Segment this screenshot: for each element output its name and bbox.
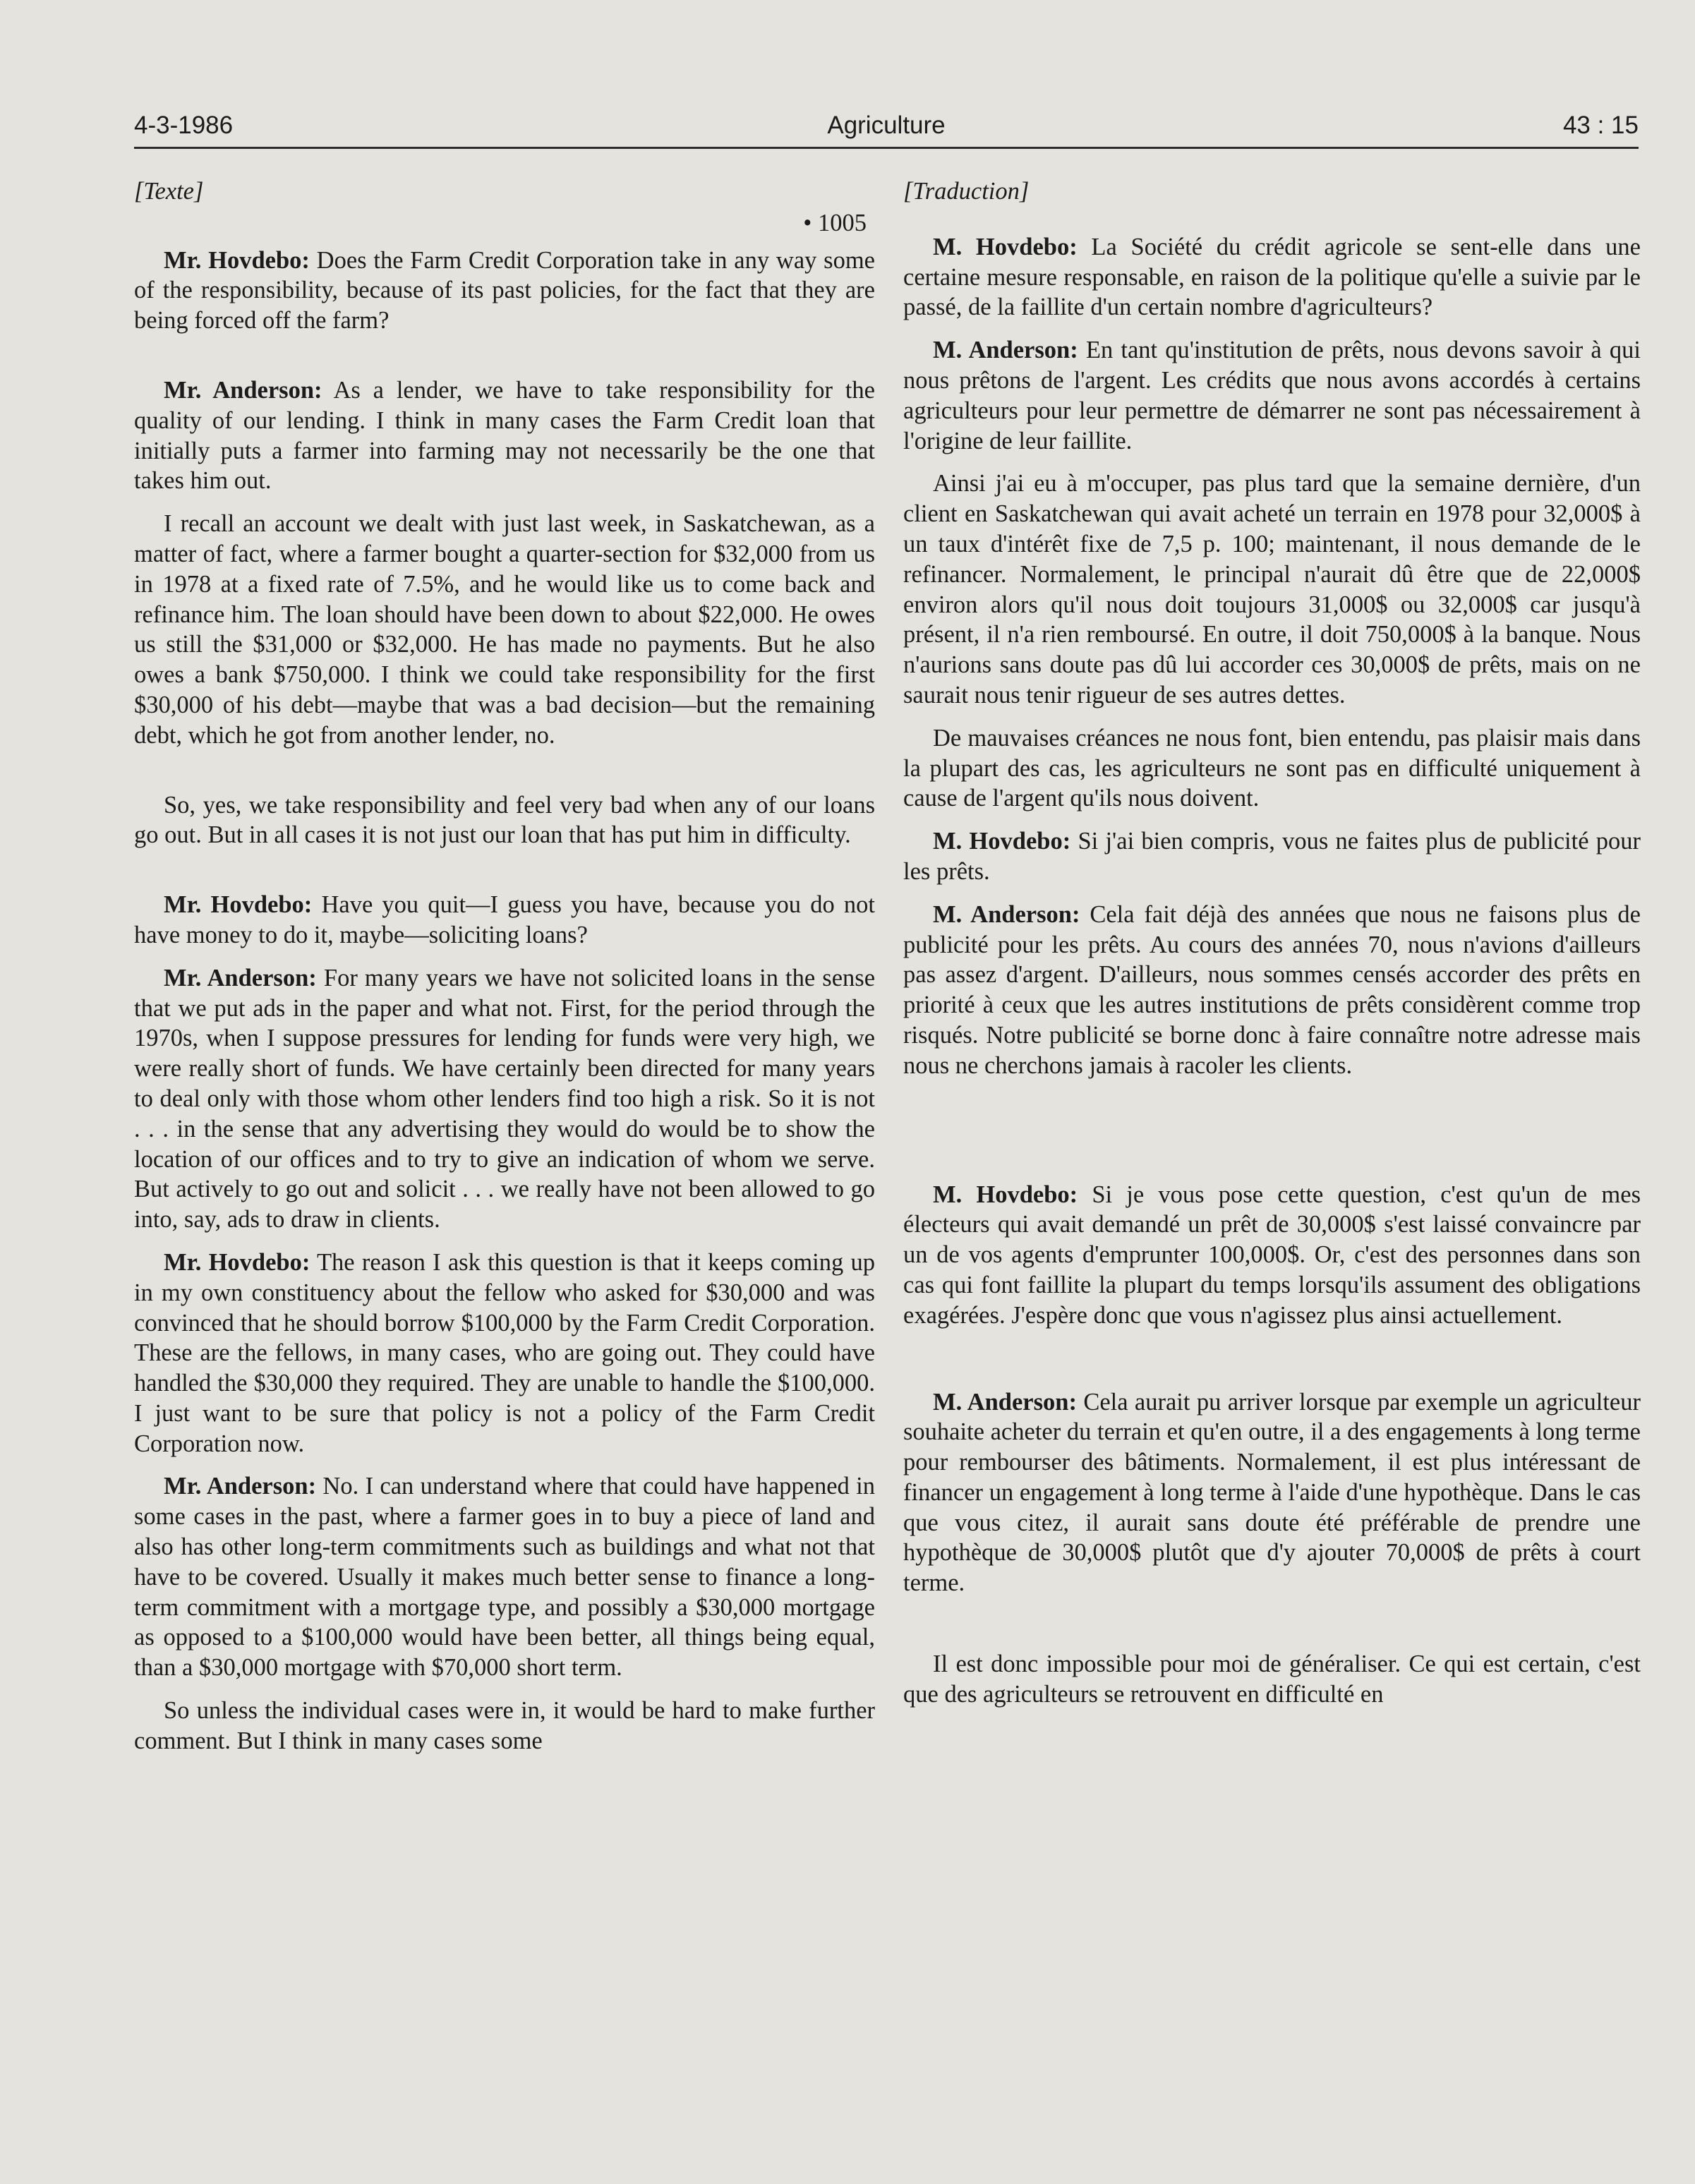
speaker-name: Mr. Anderson: — [164, 964, 317, 991]
header-title: Agriculture — [827, 111, 946, 139]
speaker-name: M. Anderson: — [933, 1388, 1077, 1416]
paragraph-text: Si j'ai bien compris, vous ne faites plus de publicité pour les prêts. — [903, 828, 1641, 885]
paragraph — [134, 1248, 875, 1459]
paragraph — [134, 246, 875, 336]
page-header — [134, 104, 1639, 149]
paragraph — [134, 790, 875, 851]
paragraph-text: Il est donc impossible pour moi de généraliser. Ce qui est certain, c'est que des agriculteurs se retrouvent en difficulté en — [903, 1651, 1641, 1708]
header-date: 4-3-1986 — [134, 111, 234, 139]
paragraph-text: Have you quit—I guess you have, because you do not have money to do it, maybe—soliciting loans? — [134, 891, 875, 948]
paragraph — [134, 509, 875, 750]
paragraph-text: La Société du crédit agricole se sent-elle dans une certaine mesure responsable, en raison de la politique qu'elle a suivie par le passé, de la faillite d'un certain nombre d'agriculteurs? — [903, 233, 1641, 321]
paragraph — [903, 723, 1641, 814]
speaker-name: M. Anderson: — [933, 337, 1078, 364]
speaker-name: Mr. Anderson: — [164, 376, 322, 404]
paragraph — [903, 1180, 1641, 1331]
french-column — [903, 176, 1641, 1723]
paragraph — [134, 890, 875, 951]
paragraph-text: The reason I ask this question is that it keeps coming up in my own constituency about the fellow who asked for $30,000 and was convinced that he should borrow $100,000 by the Farm Credit Corporation. These are the fellows, in many cases, who are going out. They could have handled the $30,000 they required. They are unable to handle the $100,000. I just want to be sure that policy is not a policy of the Farm Credit Corporation now. — [134, 1248, 875, 1457]
speaker-name: Mr. Hovdebo: — [164, 891, 313, 919]
paragraph — [903, 1387, 1641, 1599]
time-marker: • 1005 — [803, 209, 867, 236]
paragraph-text: Cela fait déjà des années que nous ne faisons plus de publicité pour les prêts. Au cours des années 70, nous n'avions d'ailleurs pas assez d'argent. D'ailleurs, nous sommes censés accorder des prêts en priorité à ceux que les autres institutions de prêts considèrent comme trop risqués. Notre publicité se borne donc à faire connaître notre adresse mais nous ne cherchons jamais à racoler les clients. — [903, 900, 1641, 1079]
paragraph-text: Si je vous pose cette question, c'est qu'un de mes électeurs qui avait demandé un prêt de 30,000$ s'est laissé convaincre par un de vos agents d'emprunter 100,000$. Or, c'est des personnes dans son cas qui font faillite la plupart du temps lorsqu'ils assument des obligations exagérées. J'espère donc que vous n'agissez plus ainsi actuellement. — [903, 1181, 1641, 1329]
paragraph-text: Cela aurait pu arriver lorsque par exemple un agriculteur souhaite acheter du terrain et qu'en outre, il a des engagements à long terme pour rembourser des bâtiments. Normalement, il est plus intéressant de financer un engagement à long terme à l'aide d'une hypothèque. Dans le cas que vous citez, il aurait sans doute été préférable de prendre une hypothèque de 30,000$ plutôt que d'y ajouter 70,000$ de prêts à court terme. — [903, 1388, 1641, 1597]
paragraph-text: No. I can understand where that could have happened in some cases in the past, where a farmer goes in to buy a piece of land and also has other long-term commitments such as buildings and what not that have to be covered. Usually it makes much better sense to finance a long-term commitment with a mortgage type, and possibly a $30,000 mortgage as opposed to a $100,000 would have been better, all things being equal, than a $30,000 mortgage with $70,000 short term. — [134, 1473, 875, 1682]
speaker-name: Mr. Hovdebo: — [164, 246, 310, 274]
paragraph — [903, 469, 1641, 710]
speaker-name: Mr. Hovdebo: — [164, 1248, 310, 1276]
paragraph — [134, 963, 875, 1235]
speaker-name: M. Hovdebo: — [933, 1181, 1078, 1208]
paragraph-text: De mauvaises créances ne nous font, bien entendu, pas plaisir mais dans la plupart des cas, les agriculteurs ne sont pas en difficulté uniquement à cause de l'argent qu'ils nous doivent. — [903, 724, 1641, 812]
paragraph — [134, 1696, 875, 1756]
speaker-name: M. Hovdebo: — [933, 233, 1078, 260]
column-label: [Traduction] — [903, 178, 1030, 205]
english-column — [134, 176, 875, 1769]
paragraph — [903, 1649, 1641, 1710]
speaker-name: M. Anderson: — [933, 900, 1080, 928]
paragraph-text: For many years we have not solicited loans in the sense that we put ads in the paper and what not. First, for the period through the 1970s, when I suppose pressures for lending for funds were very high, we were really short of funds. We have certainly been directed for many years to deal only with those whom other lenders find too high a risk. So it is not . . . in the sense that any advertising they would do would be to show the location of our offices and to try to give an indication of whom we serve. But actively to go out and solicit . . . we really have not been allowed to go into, say, ads to draw in clients. — [134, 964, 876, 1233]
paragraph-text: As a lender, we have to take responsibility for the quality of our lending. I think in many cases the Farm Credit loan that initially puts a farmer into farming may not necessarily be the one that takes him out. — [134, 376, 875, 495]
speaker-name: Mr. Anderson: — [164, 1473, 317, 1500]
paragraph-text: En tant qu'institution de prêts, nous devons savoir à qui nous prêtons de l'argent. Les crédits que nous avons accordés à certains agriculteurs pour leur permettre de démarrer ne sont pas nécessairement à l'origine de leur faillite. — [903, 337, 1641, 454]
paragraph — [134, 375, 875, 496]
paragraph-text: Ainsi j'ai eu à m'occuper, pas plus tard que la semaine dernière, d'un client en Saskatchewan qui avait acheté un terrain en 1978 pour 32,000$ à un taux d'intérêt fixe de 7,5 p. 100; maintenant, il nous demande de le refinancer. Normalement, le principal n'aurait dû être que de 22,000$ environ alors qu'il nous doit toujours 31,000$ ou 32,000$ car jusqu'à présent, il n'a rien remboursé. En outre, il doit 750,000$ à la banque. Nous n'aurions sans doute pas dû lui accorder ces 30,000$ de prêts, mais on ne saurait nous tenir rigueur de ses autres dettes. — [903, 470, 1641, 708]
speaker-name: M. Hovdebo: — [933, 828, 1071, 855]
paragraph — [903, 335, 1641, 456]
paragraph — [134, 1471, 875, 1683]
paragraph — [903, 900, 1641, 1081]
header-page-number: 43 : 15 — [1562, 111, 1639, 139]
paragraph — [903, 232, 1641, 322]
column-label: [Texte] — [134, 178, 204, 205]
paragraph-text: So unless the individual cases were in, it would be hard to make further comment. But I think in many cases some — [134, 1697, 875, 1754]
paragraph — [903, 826, 1641, 887]
paragraph-text: So, yes, we take responsibility and feel very bad when any of our loans go out. But in all cases it is not just our loan that has put him in difficulty. — [134, 791, 875, 849]
paragraph-text: Does the Farm Credit Corporation take in any way some of the responsibility, because of its past policies, for the fact that they are being forced off the farm? — [134, 246, 875, 334]
paragraph-text: I recall an account we dealt with just last week, in Saskatchewan, as a matter of fact, where a farmer bought a quarter-section for $32,000 from us in 1978 at a fixed rate of 7.5%, and he would like us to come back and refinance him. The loan should have been down to about $22,000. He owes us still the $31,000 or $32,000. He has made no payments. But he also owes a bank $750,000. I think we could take responsibility for the first $30,000 of his debt—maybe that was a bad decision—but the remaining debt, which he got from another lender, no. — [134, 510, 875, 749]
